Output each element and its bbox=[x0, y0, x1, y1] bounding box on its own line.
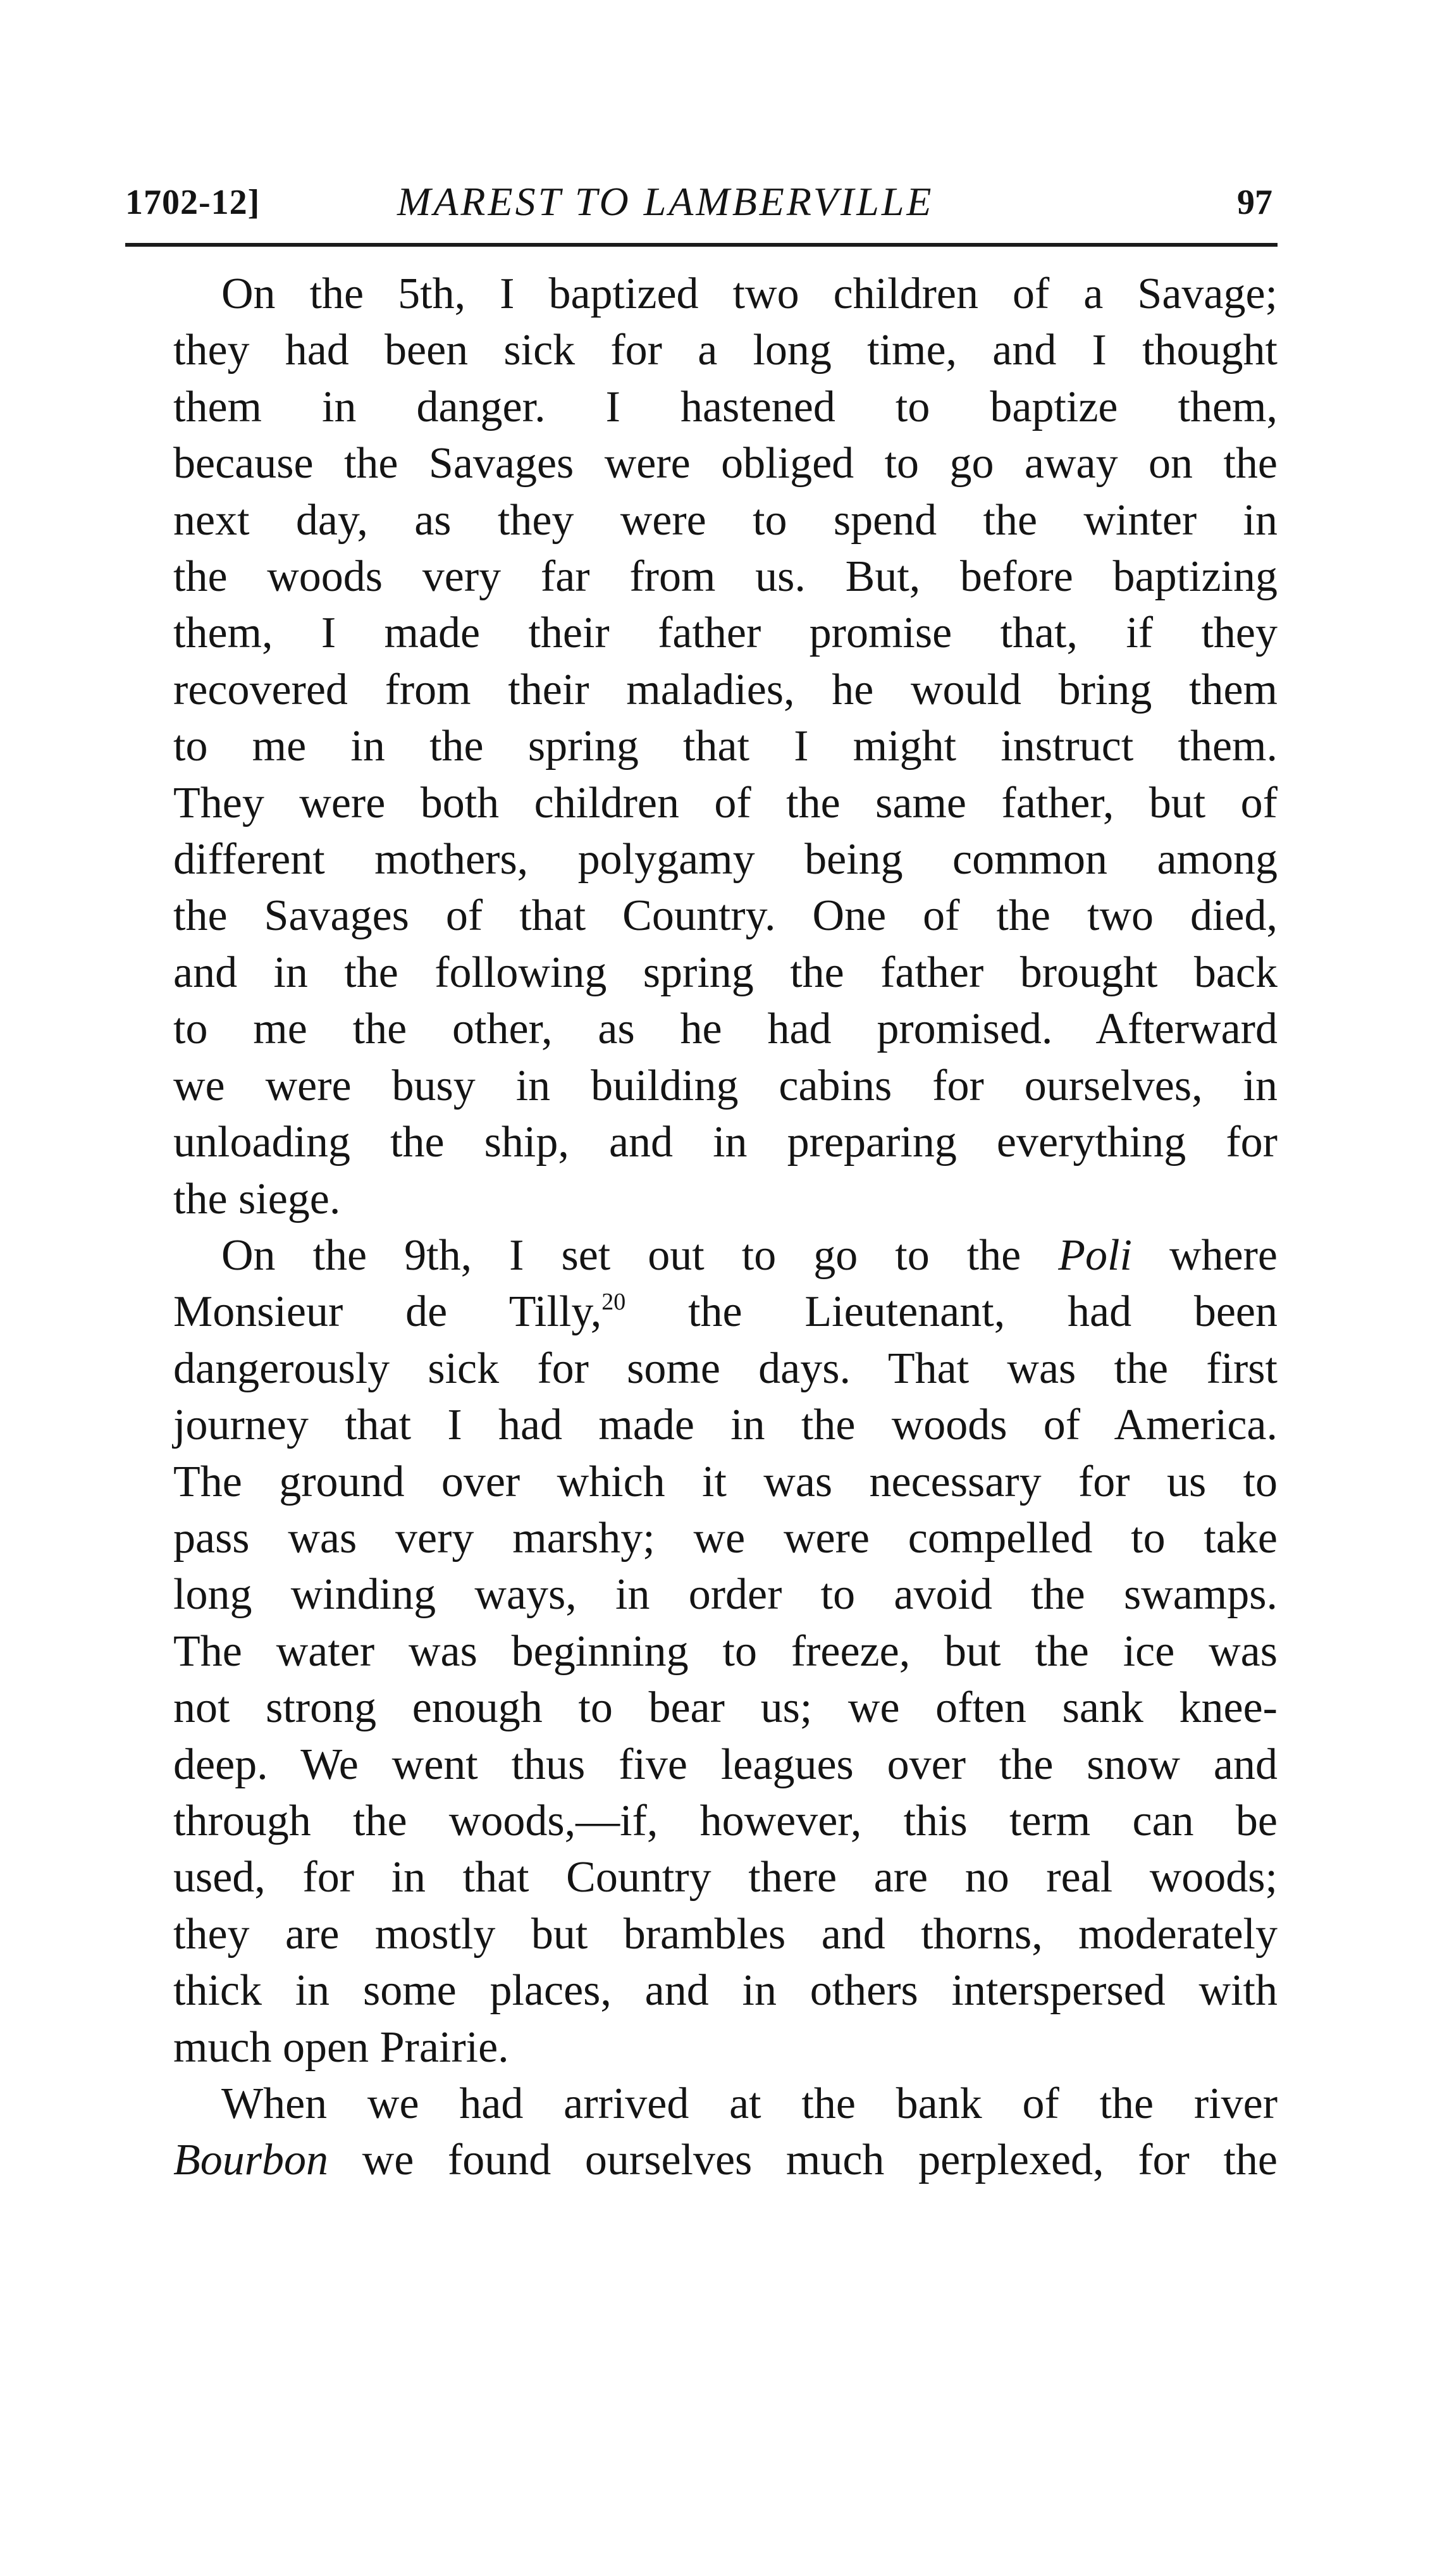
page-number: 97 bbox=[1237, 183, 1272, 222]
text-line: pass was very marshy; we were compelled to take bbox=[173, 1513, 1278, 1563]
paragraph-1 bbox=[125, 266, 1278, 1227]
text-line: the siege. bbox=[173, 1174, 341, 1223]
text-line: recovered from their maladies, he would bring them bbox=[173, 665, 1278, 714]
text-line: thick in some places, and in others interspersed with bbox=[173, 1966, 1278, 2016]
text-line: the woods very far from us. But, before baptizing bbox=[173, 552, 1278, 602]
text-line bbox=[125, 1227, 1278, 1284]
text-line bbox=[125, 2132, 1278, 2188]
text-segment: Monsieur de Tilly, bbox=[173, 1287, 602, 1337]
header-rule bbox=[125, 243, 1278, 247]
text-line: they are mostly but brambles and thorns, moderately bbox=[173, 1909, 1278, 1959]
text-line: On the 5th, I baptized two children of a Savage; bbox=[221, 269, 1278, 318]
text-line: long winding ways, in order to avoid the swamps. bbox=[173, 1570, 1278, 1619]
header-date-range: 1702-12] bbox=[125, 183, 261, 222]
text-line: different mothers, polygamy being common among bbox=[173, 835, 1278, 884]
text-line: dangerously sick for some days. That was the first bbox=[173, 1344, 1278, 1393]
text-line: to me the other, as he had promised. Afterward bbox=[173, 1005, 1278, 1054]
text-line: The water was beginning to freeze, but the ice was bbox=[173, 1626, 1278, 1676]
text-line: next day, as they were to spend the winter in bbox=[173, 495, 1278, 545]
text-line: deep. We went thus five leagues over the snow and bbox=[173, 1740, 1278, 1789]
text-segment: where bbox=[1131, 1230, 1278, 1280]
text-line: to me in the spring that I might instruct them. bbox=[173, 722, 1278, 771]
paragraph-3 bbox=[125, 2076, 1278, 2189]
river-name-italic: Bourbon bbox=[173, 2136, 328, 2185]
text-line: through the woods,—if, however, this term can be bbox=[173, 1796, 1278, 1845]
text-line: The ground over which it was necessary for us to bbox=[173, 1457, 1278, 1506]
text-line: the Savages of that Country. One of the two died, bbox=[173, 891, 1278, 941]
paragraph-2 bbox=[125, 1227, 1278, 2076]
running-head bbox=[125, 171, 1278, 234]
place-name-italic: Poli bbox=[1058, 1230, 1132, 1280]
text-line: they had been sick for a long time, and I thought bbox=[173, 326, 1278, 375]
text-line: them, I made their father promise that, if they bbox=[173, 609, 1278, 658]
text-line: journey that I had made in the woods of America. bbox=[173, 1401, 1278, 1450]
text-line: They were both children of the same father, but of bbox=[173, 778, 1278, 827]
text-segment: the Lieutenant, had been bbox=[625, 1287, 1278, 1337]
header-title: MAREST TO LAMBERVILLE bbox=[397, 179, 934, 224]
text-line: unloading the ship, and in preparing everything for bbox=[173, 1118, 1278, 1167]
text-segment: On the 9th, I set out to go to the bbox=[221, 1230, 1059, 1280]
text-line: much open Prairie. bbox=[173, 2022, 509, 2072]
text-line: not strong enough to bear us; we often sank knee- bbox=[173, 1683, 1278, 1733]
text-segment: we found ourselves much perplexed, for the bbox=[328, 2136, 1278, 2185]
body-text bbox=[125, 266, 1278, 2189]
text-line bbox=[125, 1284, 1278, 1340]
text-line: them in danger. I hastened to baptize them, bbox=[173, 382, 1278, 431]
text-line: because the Savages were obliged to go away on the bbox=[173, 439, 1278, 488]
text-line: When we had arrived at the bank of the river bbox=[221, 2079, 1278, 2128]
text-line: used, for in that Country there are no real woods; bbox=[173, 1853, 1278, 1902]
footnote-marker: 20 bbox=[601, 1289, 626, 1316]
text-line: and in the following spring the father brought back bbox=[173, 948, 1278, 997]
text-line: we were busy in building cabins for ourselves, in bbox=[173, 1061, 1278, 1110]
